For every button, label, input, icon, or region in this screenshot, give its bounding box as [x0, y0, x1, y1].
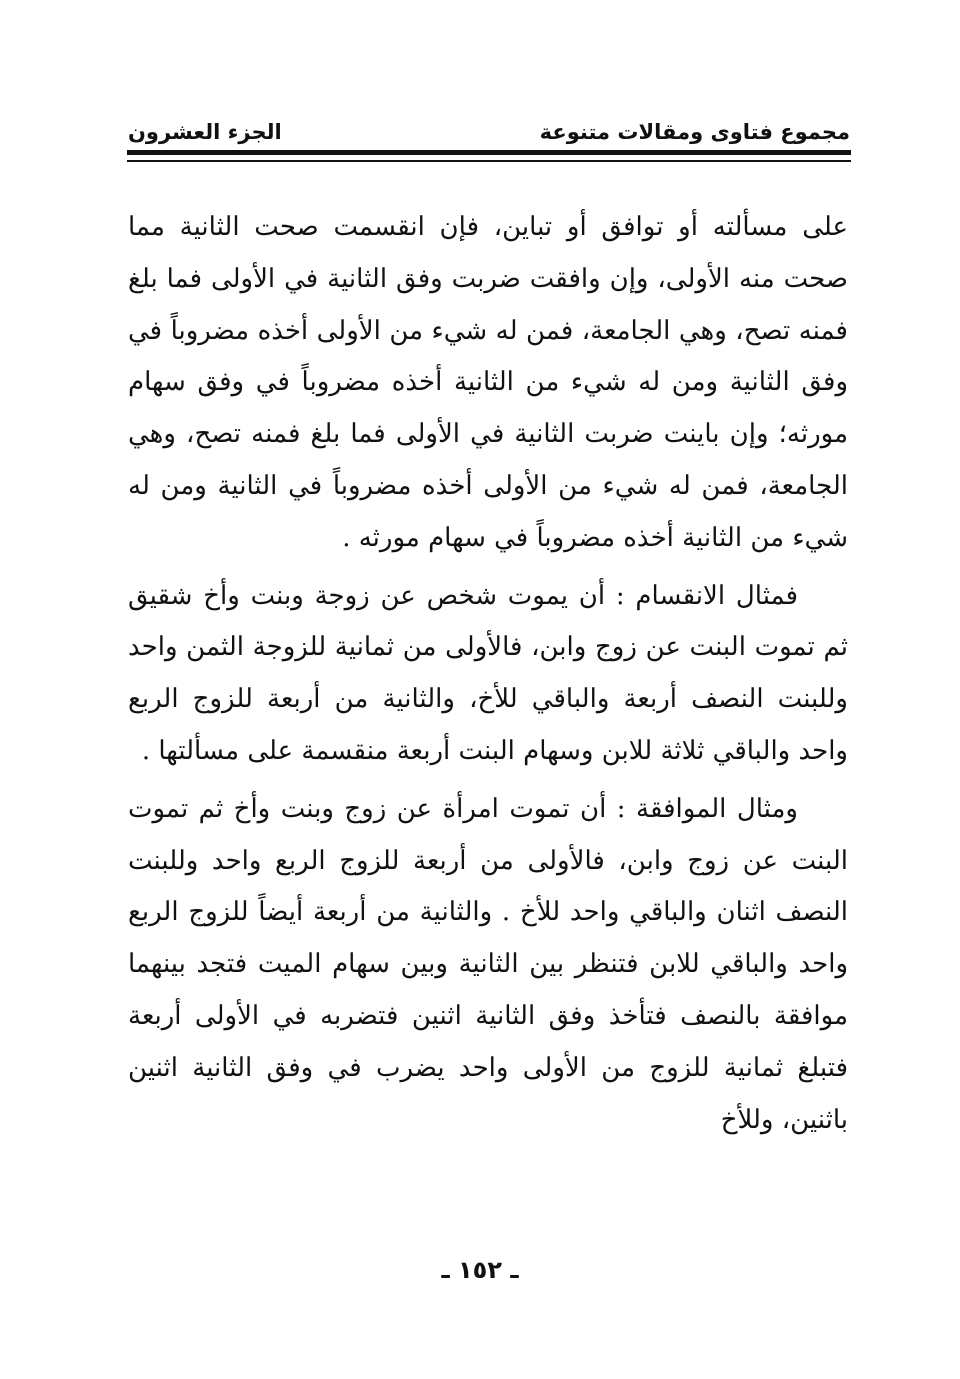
page-number: ـ ١٥٢ ـ: [441, 1256, 519, 1284]
volume-label: الجزء العشرون: [128, 120, 282, 144]
running-header: [128, 104, 850, 144]
book-title: مجموع فتاوى ومقالات متنوعة: [539, 120, 850, 144]
body-text: [128, 202, 848, 1146]
paragraph-division-example: فمثال الانقسام : أن يموت شخص عن زوجة وبنت وأخ شقيق ثم تموت البنت عن زوج وابن، فالأولى من ثمانية للزوجة الثمن واحد وللبنت النصف أربعة والباقي للأخ، والثانية من أربعة للزوج الربع واحد والباقي ثلاثة للابن وسهام البنت أربعة منقسمة على مسألتها .: [128, 580, 848, 766]
header-rule-thin: [127, 160, 851, 162]
paragraph-continuation: على مسألته أو توافق أو تباين، فإن انقسمت صحت الثانية مما صحت منه الأولى، وإن وافقت ضربت وفق الثانية في الأولى فما بلغ فمنه تصح، وهي الجامعة، فمن له شيء من الأولى أخذه مضروباً في وفق الثانية ومن له شيء من الثانية أخذه مضروباً في وفق سهام مورثه؛ وإن باينت ضربت الثانية في الأولى فما بلغ فمنه تصح، وهي الجامعة، فمن له شيء من الأولى أخذه مضروباً في الثانية ومن له شيء من الثانية أخذه مضروباً في سهام مورثه .: [128, 212, 848, 553]
paragraph-agreement-example: ومثال الموافقة : أن تموت امرأة عن زوج وبنت وأخ ثم تموت البنت عن زوج وابن، فالأولى من أربعة للزوج الربع واحد وللبنت النصف اثنان والباقي واحد للأخ . والثانية من أربعة أيضاً للزوج الربع واحد والباقي للابن فتنظر بين الثانية وبين سهام الميت فتجد بينهما موافقة بالنصف فتأخذ وفق الثانية اثنين فتضربه في الأولى أربعة فتبلغ ثمانية للزوج من الأولى واحد يضرب في وفق الثانية اثنين باثنين، وللأخ: [128, 793, 848, 1135]
header-rule-thick: [127, 150, 851, 155]
